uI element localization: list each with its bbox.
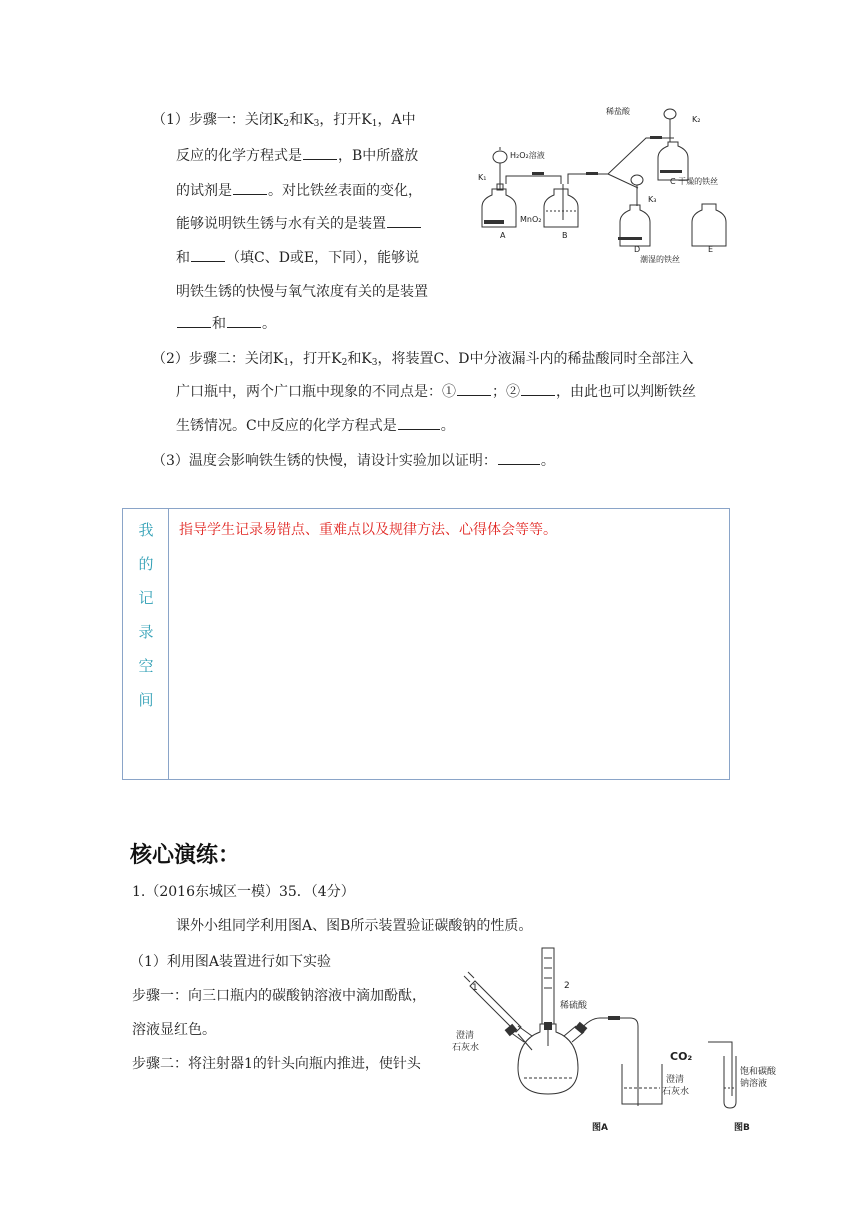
label-h2o2: H₂O₂溶液 xyxy=(510,151,545,160)
answer-blank[interactable] xyxy=(398,417,440,430)
answer-blank[interactable] xyxy=(191,249,225,262)
answer-blank[interactable] xyxy=(498,452,540,465)
answer-blank[interactable] xyxy=(387,215,421,228)
answer-blank[interactable] xyxy=(521,383,555,396)
q3-line: （3）温度会影响铁生锈的快慢，请设计实验加以证明： 。 xyxy=(152,453,555,469)
q1-line1: （1）步骤一：关闭$K_2$和$K_3$，打开$K_1$，A中 xyxy=(152,112,416,129)
label-a: A xyxy=(500,231,506,240)
problem-intro: 课外小组同学利用图A、图B所示装置验证碳酸钠的性质。 xyxy=(176,918,533,934)
label-e: E xyxy=(708,245,714,254)
answer-blank[interactable] xyxy=(303,147,337,160)
iron-rust-apparatus-figure xyxy=(470,100,760,265)
label-d: D xyxy=(634,245,641,254)
label-dry-iron: C 干燥的铁丝 xyxy=(670,177,719,186)
label-k1: K₁ xyxy=(478,173,487,182)
label-b: B xyxy=(562,231,568,240)
label-fig-b: 图B xyxy=(734,1123,750,1133)
q1-line5: 和 （填C、D或E，下同），能够说 xyxy=(176,250,420,266)
record-label-char: 间 xyxy=(138,691,154,709)
record-space-table xyxy=(122,508,730,780)
q1-line2: 反应的化学方程式是 ，B中所盛放 xyxy=(176,148,419,164)
record-instruction: 指导学生记录易错点、重难点以及规律方法、心得体会等等。 xyxy=(179,522,557,538)
answer-blank[interactable] xyxy=(227,315,261,328)
problem-step-heading: （1）利用图A装置进行如下实验 xyxy=(130,954,332,970)
q1-line6: 明铁生锈的快慢与氧气浓度有关的是装置 xyxy=(176,284,428,300)
label-mno2: MnO₂ xyxy=(520,215,542,224)
problem-title: 1.（2016东城区一模）35．（4分） xyxy=(132,884,355,900)
q1-line7: 和 。 xyxy=(176,314,276,334)
record-label-char: 空 xyxy=(138,657,154,675)
q2-line2: 广口瓶中，两个广口瓶中现象的不同点是：① ；② ，由此也可以判断铁丝 xyxy=(176,384,696,400)
record-label-char: 记 xyxy=(138,589,154,607)
problem-step2: 步骤二：将注射器1的针头向瓶内推进，使针头 xyxy=(132,1056,421,1072)
label-limewater-right: 澄清石灰水 xyxy=(662,1075,690,1097)
label-co2: CO₂ xyxy=(670,1050,693,1063)
label-dilute-hcl: 稀盐酸 xyxy=(606,107,630,116)
sodium-carbonate-apparatus-figure xyxy=(440,938,780,1138)
label-dilute-h2so4: 稀硫酸 xyxy=(560,1001,588,1011)
problem-step1: 步骤一：向三口瓶内的碳酸钠溶液中滴加酚酞， xyxy=(132,988,426,1004)
q2-line1: （2）步骤二：关闭$K_1$，打开$K_2$和$K_3$，将装置C、D中分液漏斗内的稀盐酸同时全部注入 xyxy=(152,351,694,368)
label-limewater-left: 澄清石灰水 xyxy=(452,1031,480,1053)
label-k3: K₃ xyxy=(648,195,657,204)
section-heading: 核心演练： xyxy=(130,843,241,868)
record-label-char: 的 xyxy=(138,555,154,573)
problem-step1-cont: 溶液显红色。 xyxy=(132,1022,216,1038)
label-fig-a: 图A xyxy=(592,1123,608,1133)
record-label-char: 录 xyxy=(138,623,154,641)
record-label-char: 我 xyxy=(138,521,154,539)
label-burette-2: 2 xyxy=(564,981,570,991)
answer-blank[interactable] xyxy=(177,315,211,328)
record-label-column xyxy=(123,509,169,779)
label-k2: K₂ xyxy=(692,115,701,124)
q2-line3: 生锈情况。C中反应的化学方程式是 。 xyxy=(176,418,455,434)
answer-blank[interactable] xyxy=(233,182,267,195)
q1-line4: 能够说明铁生锈与水有关的是装置 xyxy=(176,214,422,234)
answer-blank[interactable] xyxy=(457,383,491,396)
q1-line3: 的试剂是 。对比铁丝表面的变化， xyxy=(176,183,422,199)
label-syringe-1: 1 xyxy=(472,983,478,993)
label-sat-na2co3: 饱和碳酸钠溶液 xyxy=(740,1067,777,1089)
label-wet-iron: 潮湿的铁丝 xyxy=(640,255,680,264)
